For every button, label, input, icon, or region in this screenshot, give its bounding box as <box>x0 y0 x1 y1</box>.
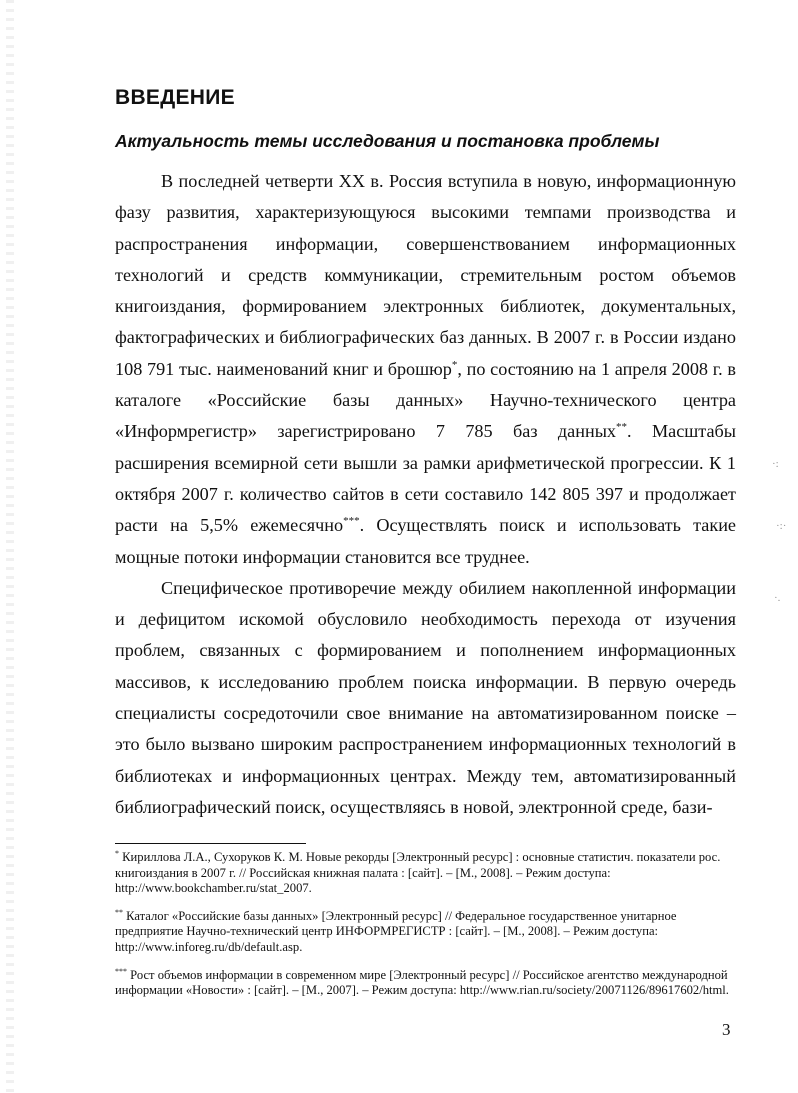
footnote-3-mark: *** <box>115 966 127 976</box>
paragraph-1 <box>115 166 736 573</box>
scan-speck: ·: <box>772 458 779 470</box>
footnote-3 <box>115 968 745 999</box>
footnote-1-text: Кириллова Л.А., Сухоруков К. М. Новые рекорды [Электронный ресурс] : основные статистич. показатели рос. книгоиздания в 2007 г. // Российская книжная палата : [сайт]. – [М., 2008]. – Режим доступа: http://www.bookchamber.ru/stat_2007. <box>115 850 721 896</box>
scan-speck: ·:· <box>776 520 787 532</box>
page-number: 3 <box>722 1020 731 1039</box>
footnote-2-mark: ** <box>115 907 123 917</box>
paragraph-1-part-2: , по состоянию на 1 апреля 2008 г. в каталоге «Российские базы данных» Научно-технического центра «Информрегистр» зарегистрировано 7 785 баз данных <box>115 358 736 442</box>
footnote-ref-2: ** <box>616 421 628 434</box>
footnotes <box>115 850 745 1011</box>
footnote-ref-3: *** <box>343 515 360 528</box>
body-text <box>115 166 736 823</box>
footnote-1 <box>115 850 745 897</box>
paragraph-1-part-3: . Масштабы расширения всемирной сети вышли за рамки арифметической прогрессии. К 1 октября 2007 г. количество сайтов в сети составило 142 805 397 и продолжает расти на 5,5% ежемесячно <box>115 421 736 536</box>
section-heading: ВВЕДЕНИЕ <box>115 86 235 109</box>
footnote-3-text: Рост объемов информации в современном мире [Электронный ресурс] // Российское агентство международной информации «Новости» : [сайт]. – [М., 2007]. – Режим доступа: http://www.rian.ru/society/20071126/89617602/html. <box>115 967 729 998</box>
footnote-ref-1: * <box>451 358 458 371</box>
footnote-divider <box>115 843 306 844</box>
paragraph-1-part-1: В последней четверти XX в. Россия вступила в новую, информационную фазу развития, характеризующуюся высокими темпами производства и распространения информации, совершенствованием информационных технологий и средств коммуникации, стремительным ростом объемов книгоиздания, формированием электронных библиотек, документальных, фактографических и библиографических баз данных. В 2007 г. в России издано 108 791 тыс. наименований книг и брошюр <box>115 171 736 379</box>
footnote-2-text: Каталог «Российские базы данных» [Электронный ресурс] // Федеральное государственное унитарное предприятие Научно-технический центр ИНФОРМРЕГИСТР : [сайт]. – [М., 2008]. – Режим доступа: http://www.inforeg.ru/db/default.asp. <box>115 908 677 954</box>
scan-edge-artifact <box>6 0 14 1093</box>
footnote-2 <box>115 909 745 956</box>
paragraph-1-part-4: . Осуществлять поиск и использовать такие мощные потоки информации становится все труднее. <box>115 515 737 567</box>
footnote-1-mark: * <box>115 848 119 858</box>
section-subheading: Актуальность темы исследования и постановка проблемы <box>115 131 660 151</box>
scan-speck: ·. <box>774 592 781 604</box>
paragraph-2: Специфическое противоречие между обилием накопленной информации и дефицитом искомой обусловило необходимость перехода от изучения проблем, связанных с формированием и пополнением информационных массивов, к исследованию проблем поиска информации. В первую очередь специалисты сосредоточили свое внимание на автоматизированном поиске – это было вызвано широким распространением информационных технологий в библиотеках и информационных центрах. Между тем, автоматизированный библиографический поиск, осуществляясь в новой, электронной среде, бази- <box>115 577 736 817</box>
